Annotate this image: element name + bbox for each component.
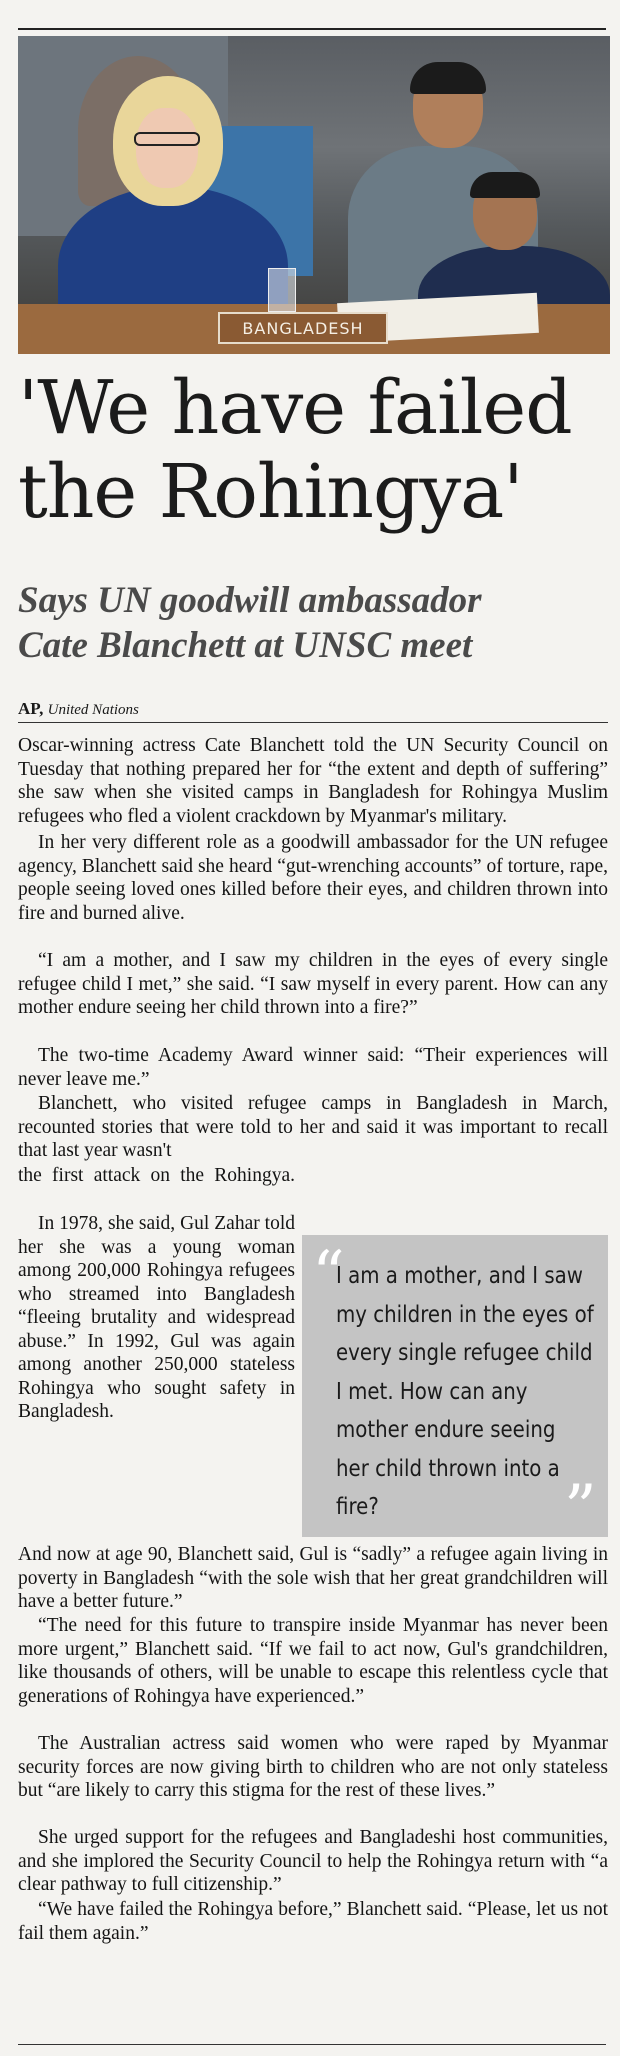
nameplate-text: BANGLADESH	[242, 318, 364, 338]
article-paragraph: Blanchett, who visited refugee camps in Bangladesh in March, recounted stories that were told to her and said it was important to recall that last year wasn't	[18, 1093, 608, 1161]
byline-agency: AP,	[18, 699, 44, 718]
close-quote-icon: ”	[564, 1472, 597, 1546]
pull-quote-text: I am a mother, and I saw my children in the eyes of every single refugee child I met. How can any mother endure seeing her child thrown into a fire?	[336, 1263, 594, 1520]
subhead-line-1: Says UN goodwill ambassador	[18, 580, 482, 621]
top-rule	[18, 28, 606, 30]
article-paragraph: “I am a mother, and I saw my children in the eyes of every single refugee child I met,” she said. “I saw myself in every parent. How can any mother endure seeing her child thrown into a fire?”	[18, 950, 608, 1018]
headline-line-1: 'We have failed	[18, 365, 572, 451]
article-paragraph: The two-time Academy Award winner said: “Their experiences will never leave me.”	[18, 1045, 608, 1090]
subheadline	[18, 578, 608, 668]
news-photo	[18, 36, 610, 354]
byline-location: United Nations	[47, 702, 139, 718]
article-paragraph: In 1978, she said, Gul Zahar told her she was a young woman among 200,000 Rohingya refugees who streamed into Bangladesh “fleeing brutality and widespread abuse.” In 1992, Gul was again among another 250,000 stateless Rohingya who sought safety in Bangladesh.	[18, 1213, 295, 1422]
article-paragraph: She urged support for the refugees and Bangladeshi host communities, and she implored the Security Council to help the Rohingya return with “a clear pathway to full citizenship.”	[18, 1827, 608, 1895]
byline	[18, 696, 608, 723]
article-paragraph: “The need for this future to transpire inside Myanmar has never been more urgent,” Blanchett said. “If we fail to act now, Gul's grandchildren, like thousands of others, will be unable to escape this relentless cycle that generations of Rohingya have experienced.”	[18, 1615, 608, 1707]
headline	[18, 366, 608, 534]
article-paragraph: The Australian actress said women who were raped by Myanmar security forces are now giving birth to children who are not only stateless but “are likely to carry this stigma for the rest of these lives.”	[18, 1733, 608, 1801]
article-paragraph: the first attack on the Rohingya.	[18, 1165, 295, 1186]
article-paragraph: And now at age 90, Blanchett said, Gul is “sadly” a refugee again living in poverty in Bangladesh “with the sole wish that her great grandchildren will have a better future.”	[18, 1544, 608, 1612]
article-paragraph: Oscar-winning actress Cate Blanchett told the UN Security Council on Tuesday that nothing prepared her for “the extent and depth of suffering” she saw when she visited camps in Bangladesh for Rohingya Muslim refugees who fled a violent crackdown by Myanmar's military.	[18, 735, 608, 827]
article-paragraph: “We have failed the Rohingya before,” Blanchett said. “Please, let us not fail them again.”	[18, 1899, 608, 1944]
article-paragraph: In her very different role as a goodwill ambassador for the UN refugee agency, Blanchett said she heard “gut-wrenching accounts” of torture, rape, people seeing loved ones killed before their eyes, and children thrown into fire and burned alive.	[18, 832, 608, 924]
subhead-line-2: Cate Blanchett at UNSC meet	[18, 625, 473, 666]
open-quote-icon: “	[312, 1238, 345, 1312]
pull-quote	[302, 1235, 608, 1546]
headline-line-2: the Rohingya'	[18, 449, 523, 535]
country-nameplate	[218, 312, 388, 344]
bottom-rule	[18, 2044, 606, 2045]
